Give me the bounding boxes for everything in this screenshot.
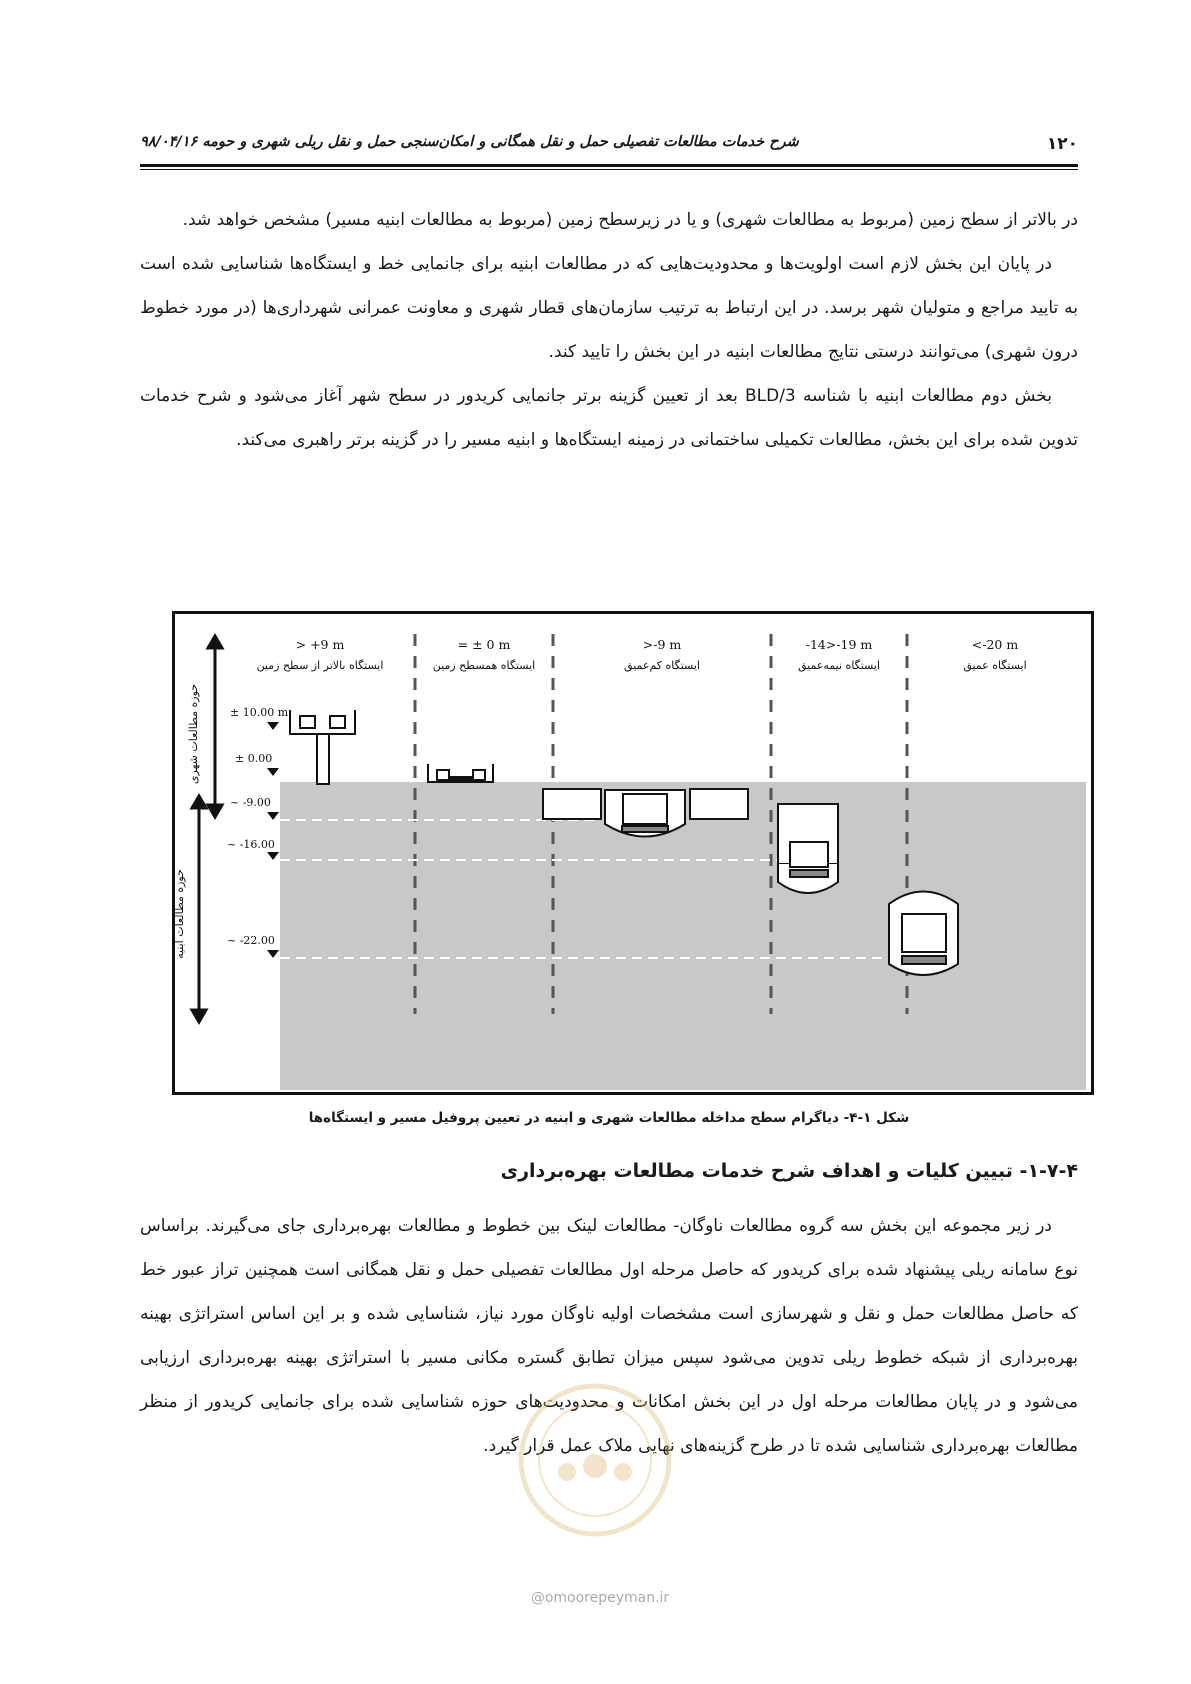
level-marker-icon	[267, 768, 279, 776]
at-grade-station-icon	[428, 764, 493, 782]
level-marker-icon	[267, 950, 279, 958]
watermark-url: @omoorepeyman.ir	[530, 1590, 670, 1606]
header-title: شرح خدمات مطالعات تفصیلی حمل و نقل همگانی و امکان‌سنجی حمل و نقل ریلی شهری و حومه ۹۸/۰۴/۱۶	[140, 134, 799, 150]
figure-diagram	[172, 611, 1094, 1095]
paragraph: در بالاتر از سطح زمین (مربوط به مطالعات شهری) و یا در زیرسطح زمین (مربوط به مطالعات ابنیه مسیر) مشخص خواهد شد.	[182, 210, 1078, 230]
column-label: ایستگاه بالاتر از سطح زمین	[256, 659, 384, 672]
elevated-station-icon	[290, 710, 355, 784]
level-marker-icon	[267, 722, 279, 730]
section-heading: ۱-۷-۴- تبیین کلیات و اهداف شرح خدمات مطالعات بهره‌برداری	[500, 1160, 1078, 1182]
level-marker-icon	[267, 812, 279, 820]
column-depth: > +9 m	[295, 637, 345, 652]
watermark-logo-icon	[515, 1380, 675, 1540]
column-label: ایستگاه عمیق	[963, 659, 1027, 672]
paragraph: بخش دوم مطالعات ابنیه با شناسه BLD/3 بعد از تعیین گزینه برتر جانمایی کریدور در سطح شهر آغاز می‌شود و شرح خدمات تدوین شده برای این بخش، مطالعات تکمیلی ساختمانی در زمینه ایستگاه‌ها و ابنیه مسیر را در گزینه برتر راهبری می‌کند.	[140, 386, 1078, 450]
level-label: ± 10.00 m	[230, 706, 289, 719]
level-label: ~ -16.00	[227, 838, 275, 851]
zone-label-structures: حوزه مطالعات ابنیه	[173, 869, 186, 959]
body-text-top	[140, 198, 1078, 462]
level-label: ~ -22.00	[227, 934, 275, 947]
header-rule-thin	[140, 169, 1078, 170]
figure-caption: شکل ۱-۴- دیاگرام سطح مداخله مطالعات شهری و ابنیه در تعیین پروفیل مسیر و ایستگاه‌ها	[308, 1110, 910, 1126]
semi-deep-station-icon	[778, 804, 838, 893]
column-depth: -14>-19 m	[805, 637, 873, 652]
paragraph: در پایان این بخش لازم است اولویت‌ها و محدودیت‌هایی که در مطالعات ابنیه برای جانمایی خط و ایستگاه‌ها شناسایی شده است به تایید مراجع و متولیان شهر برسد. در این ارتباط به ترتیب سازمان‌های قطار شهری و معاونت عمرانی شهرداری‌ها (در مورد خطوط درون شهری) می‌توانند درستی نتایج مطالعات ابنیه در این بخش را تایید کند.	[140, 254, 1078, 362]
page-header	[140, 128, 1078, 168]
column-depth: >-9 m	[642, 637, 682, 652]
column-label: ایستگاه کم‌عمیق	[624, 659, 700, 672]
header-rule	[140, 164, 1078, 167]
column-depth: <-20 m	[971, 637, 1019, 652]
level-label: ~ -9.00	[230, 796, 271, 809]
deep-station-icon	[889, 892, 958, 976]
column-depth: = ± 0 m	[457, 637, 511, 652]
level-marker-icon	[267, 852, 279, 860]
column-label: ایستگاه همسطح زمین	[432, 659, 536, 672]
zone-label-urban: حوزه مطالعات شهری	[187, 683, 200, 785]
page-number: ۱۲۰	[1046, 134, 1078, 154]
column-label: ایستگاه نیمه‌عمیق	[798, 659, 880, 672]
level-label: ± 0.00	[235, 752, 273, 765]
paragraph: در زیر مجموعه این بخش سه گروه مطالعات ناوگان- مطالعات لینک بین خطوط و مطالعات بهره‌برداری جای می‌گیرند. براساس نوع سامانه ریلی پیشنهاد شده برای کریدور که حاصل مرحله اول مطالعات تفصیلی حمل و نقل همگانی است همچنین تراز عبور خط که حاصل مطالعات حمل و نقل و شهرسازی است مشخصات اولیه ناوگان مورد نیاز، شناسایی شده و بر این اساس استراتژی بهینه بهره‌برداری از شبکه خطوط ریلی تدوین می‌شود سپس میزان تطابق گستره مکانی مسیر با استراتژی بهینه بهره‌برداری ارزیابی می‌شود و در پایان مطالعات مرحله اول در این بخش امکانات و محدودیت‌های حوزه شناسایی شده برای جانمایی کریدور از منظر مطالعات بهره‌برداری شناسایی شده تا در طرح گزینه‌های نهایی ملاک عمل قرار گیرد.	[140, 1216, 1078, 1456]
ground-area	[280, 782, 1086, 1090]
